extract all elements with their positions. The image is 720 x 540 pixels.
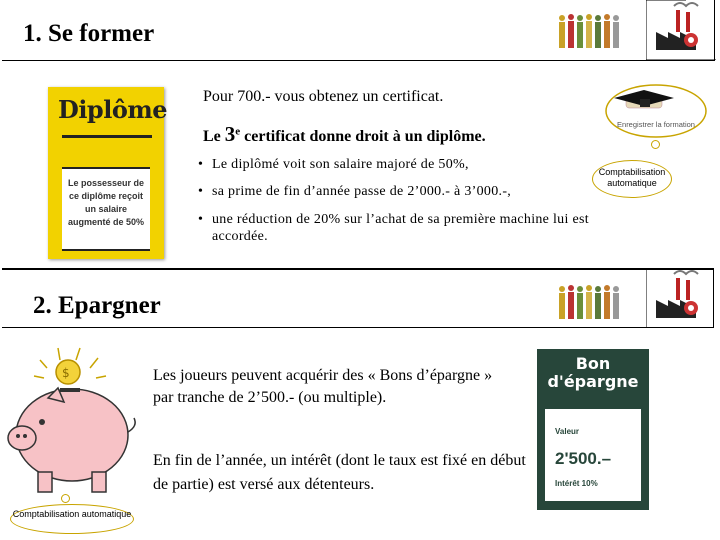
diploma-image	[48, 87, 167, 259]
bon-valeur-label: Valeur	[555, 427, 580, 436]
people-group-icon-2	[556, 281, 626, 327]
bon-heading-line1: Bon	[575, 354, 611, 373]
connector-pin-2	[61, 494, 70, 503]
line2-rest: certificat donne droit à un diplôme.	[240, 128, 486, 145]
graduation-cap-icon	[604, 84, 708, 138]
piggy-bank-icon	[0, 340, 150, 500]
diploma-text: Le possesseur de ce diplôme reçoit un salaire augmenté de 50%	[62, 167, 150, 251]
bon-heading	[537, 355, 649, 391]
section1-line2	[203, 122, 486, 147]
factory-icon-2	[646, 268, 716, 328]
bullet-salary: • Le diplômé voit son salaire majoré de 50%,	[198, 156, 638, 173]
bon-valeur: 2'500.–	[555, 449, 612, 468]
section2-para2: En fin de l’année, un intérêt (dont le taux est fixé en début de partie) est versé aux détenteurs.	[153, 452, 526, 493]
section1-line1: Pour 700.- vous obtenez un certificat.	[203, 88, 444, 105]
line2-number: 3	[224, 122, 236, 146]
line2-prefix: Le	[203, 128, 225, 145]
connector-pin	[651, 140, 660, 149]
section1-title: 1. Se former	[23, 20, 155, 47]
people-group-icon	[556, 10, 626, 56]
diploma-heading: Diplôme	[58, 95, 167, 124]
accounting-tag-1[interactable]: Comptabilisation automatique	[592, 160, 672, 198]
factory-icon	[646, 0, 716, 60]
bon-epargne-card	[537, 349, 649, 510]
bon-heading-line2: d'épargne	[547, 372, 639, 391]
section2-title: 2. Epargner	[33, 292, 161, 319]
bullet-bonus: • sa prime de fin d’année passe de 2’000.- à 3’000.-,	[198, 183, 638, 200]
line2-superscript: e	[235, 125, 241, 138]
bon-body	[545, 409, 641, 501]
accounting-tag-2[interactable]: Comptabilisation automatique	[10, 504, 134, 534]
bullet-reduction: • une réduction de 20% sur l’achat de sa première machine lui est accordée.	[198, 211, 642, 245]
section1-bullets	[198, 156, 638, 245]
badge-text: Enregistrer la formation	[617, 120, 695, 129]
svg-text:$: $	[62, 366, 70, 380]
section2-para1: Les joueurs peuvent acquérir des « Bons d’épargne » par tranche de 2’500.- (ou multiple).	[153, 367, 493, 406]
graduation-badge	[604, 84, 708, 138]
bon-interet: Intérêt 10%	[555, 479, 598, 488]
